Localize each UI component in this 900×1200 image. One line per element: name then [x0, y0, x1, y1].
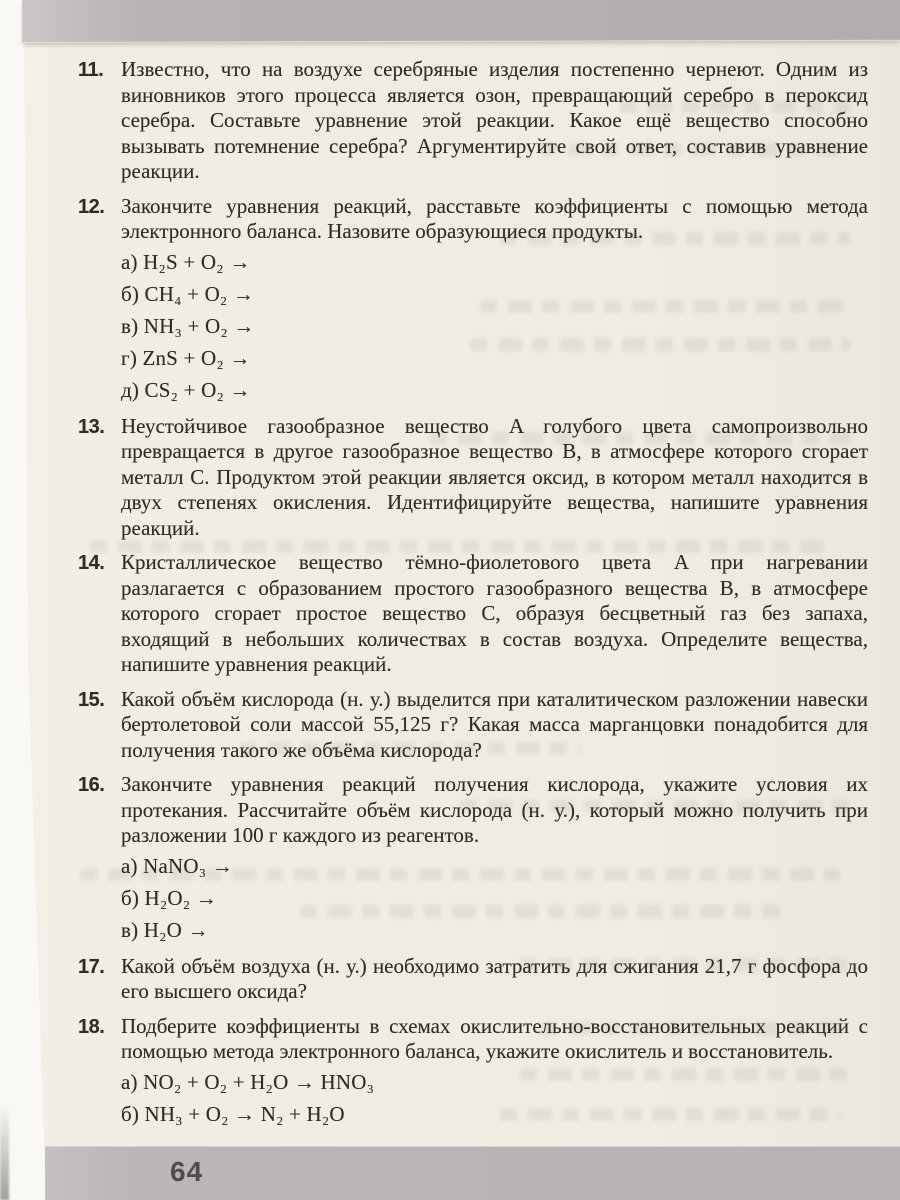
problem-body — [121, 1014, 868, 1129]
equation-line: б) NH₃ + O₂ → N₂ + H₂O — [121, 1101, 345, 1126]
problem-text: Неустойчивое газообразное вещество A голубого цвета самопроизвольно превращается в другое газообразное вещество B, в атмосфере которого сгорает металл C. Продуктом этой реакции является оксид, в котором металл находится в двух степенях окисления. Идентифицируйте вещества, напишите уравнения реакций. — [121, 413, 868, 540]
problem-13 — [78, 414, 868, 542]
problem-15 — [78, 687, 868, 764]
page-gutter-shadow — [0, 1105, 9, 1200]
equation-line: г) ZnS + O₂ → — [121, 345, 251, 370]
equation-line: а) NO₂ + O₂ + H₂O → HNO₃ — [121, 1069, 375, 1094]
problem-number: 18. — [78, 1015, 105, 1038]
problem-text: Закончите уравнения реакций получения кислорода, укажите условия их протекания. Рассчитайте объём кислорода (н. у.), который можно получить при разложении 100 г каждого из реагентов. — [121, 772, 868, 847]
problem-number: 14. — [78, 552, 105, 574]
top-scan-band — [22, 0, 900, 42]
equation-line: а) NaNO₃ → — [121, 853, 233, 878]
problem-number: 15. — [78, 688, 105, 711]
problem-number: 12. — [78, 195, 105, 218]
problem-14 — [78, 550, 868, 678]
problems-list — [78, 57, 868, 1138]
equation-line: д) CS₂ + O₂ → — [121, 377, 251, 402]
problem-text: Какой объём кислорода (н. у.) выделится при каталитическом разложении навески бертолетовой соли массой 55,125 г? Какая масса марганцовки понадобится для получения такого же объёма кислорода? — [121, 686, 868, 762]
problem-number: 13. — [78, 415, 105, 438]
problem-text: Закончите уравнения реакций, расставьте коэффициенты с помощью метода электронного баланса. Назовите образующиеся продукты. — [121, 193, 868, 243]
problem-text: Известно, что на воздухе серебряные изделия постепенно чернеют. Одним из виновников этого процесса является озон, превращающий серебро в пероксид серебра. Составьте уравнение этой реакции. Какое ещё вещество способно вызывать потемнение серебра? Аргументируйте свой ответ, составив уравнение реакции. — [121, 57, 868, 183]
equation-line: б) H₂O₂ → — [121, 885, 217, 910]
equation-line: а) H₂S + O₂ → — [121, 249, 251, 274]
problem-text: Кристаллическое вещество тёмно-фиолетового цвета A при нагревании разлагается с образованием простого газообразного вещества B, в атмосфере которого сгорает простое вещество C, образуя бесцветный газ без запаха, входящий в небольших количествах в состав воздуха. Определите вещества, напишите уравнения реакций. — [121, 550, 868, 676]
problem-body — [121, 772, 868, 945]
problem-body — [121, 954, 868, 1005]
equation-line: в) H₂O → — [121, 917, 209, 942]
problem-body — [121, 194, 868, 405]
problem-body — [121, 57, 868, 185]
problem-text: Какой объём воздуха (н. у.) необходимо затратить для сжигания 21,7 г фосфора до его высшего оксида? — [121, 953, 868, 1003]
problem-17 — [78, 954, 868, 1005]
problem-12 — [78, 194, 868, 405]
problem-body — [121, 550, 868, 678]
problem-16 — [78, 772, 868, 945]
problem-body — [121, 687, 868, 764]
page-left-edge — [0, 0, 50, 1200]
problem-number: 17. — [78, 955, 105, 978]
problem-11 — [78, 57, 868, 185]
problem-number: 11. — [78, 59, 104, 81]
problem-body — [121, 414, 868, 542]
equation-line: в) NH₃ + O₂ → — [121, 313, 255, 338]
bottom-scan-band — [45, 1147, 900, 1200]
problem-18 — [78, 1014, 868, 1129]
page-number: 64 — [170, 1156, 204, 1187]
problem-text: Подберите коэффициенты в схемах окислительно-восстановительных реакций с помощью метода электронного баланса, укажите окислитель и восстановитель. — [121, 1013, 868, 1063]
problem-number: 16. — [78, 774, 105, 796]
equation-line: б) CH₄ + O₂ → — [121, 281, 255, 306]
